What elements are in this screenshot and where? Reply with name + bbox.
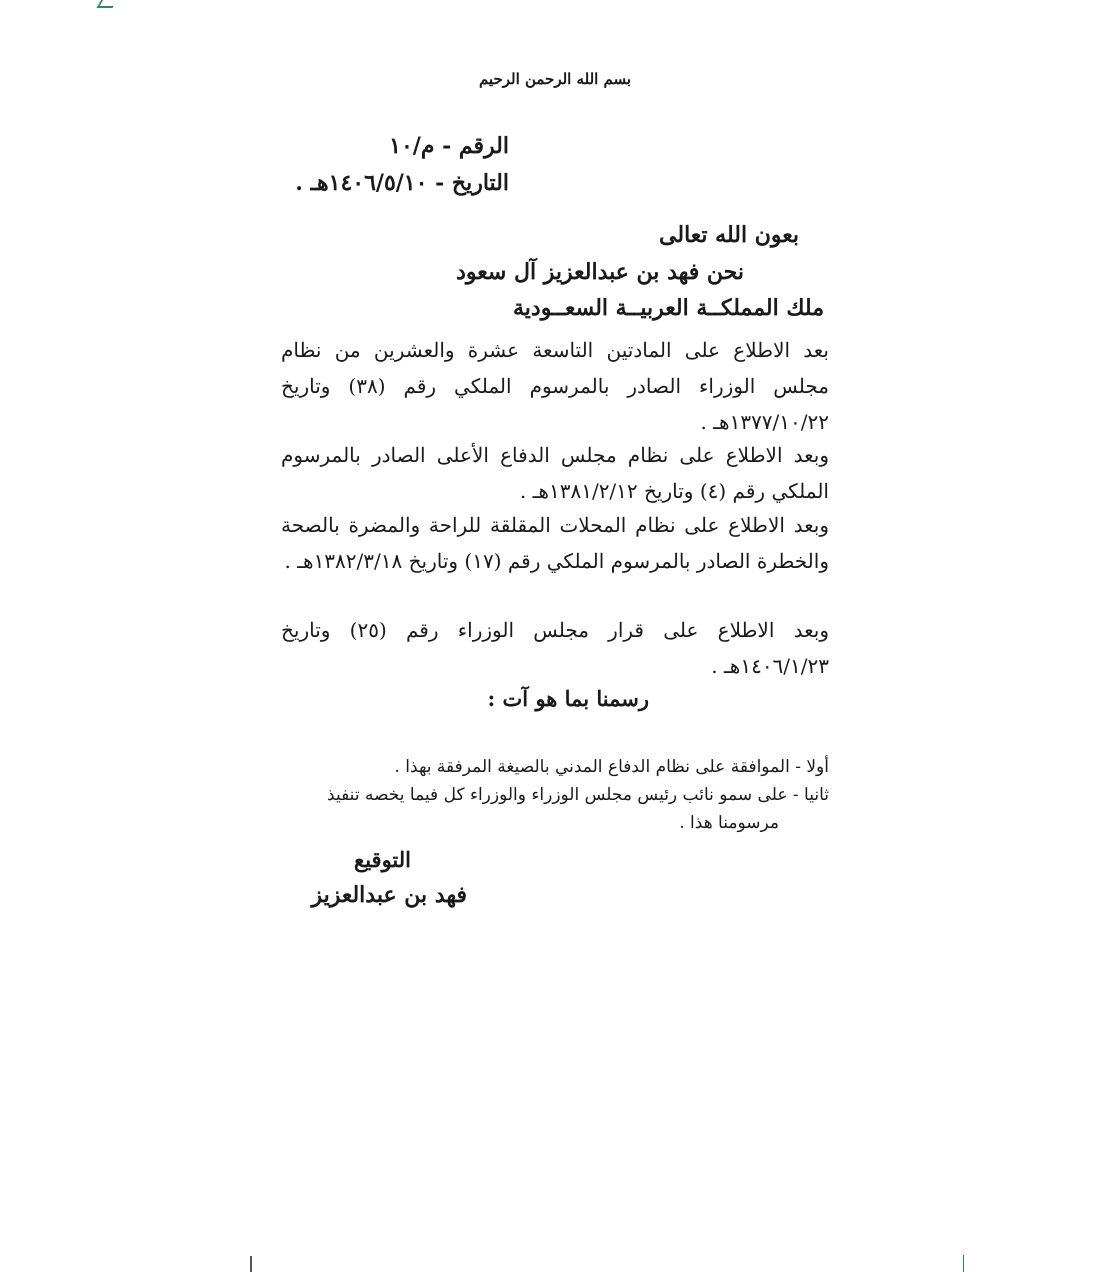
decree-items <box>279 753 829 837</box>
preamble-paragraph: بعد الاطلاع على المادتين التاسعة عشرة والعشرين من نظام مجلس الوزراء الصادر بالمرسوم الملكي رقم (٣٨) وتاريخ ١٣٧٧/١٠/٢٢هـ . <box>281 338 829 434</box>
preamble-paragraph: وبعد الاطلاع على قرار مجلس الوزراء رقم (٢٥) وتاريخ ١٤٠٦/١/٢٣هـ . <box>281 618 829 678</box>
scan-mark <box>250 1256 252 1272</box>
basmala: بسم الله الرحمن الرحيم <box>478 70 632 88</box>
signature-name: فهد بن عبدالعزيز <box>311 882 467 908</box>
reference-date: التاريخ - ١٤٠٦/٥/١٠هـ . <box>295 170 509 196</box>
decree-item-second: ثانيا - على سمو نائب رئيس مجلس الوزراء والوزراء كل فيما يخصه تنفيذ <box>327 785 829 805</box>
issuer-name: نحن فهد بن عبدالعزيز آل سعود <box>456 259 744 285</box>
decree-intro: رسمنا بما هو آت : <box>487 686 649 711</box>
decree-item-second-continuation: مرسومنا هذا . <box>679 813 779 833</box>
corner-mark <box>97 0 120 8</box>
scan-mark <box>963 1255 964 1272</box>
preamble-paragraph: وبعد الاطلاع على نظام المحلات المقلقة للراحة والمضرة بالصحة والخطرة الصادر بالمرسوم الملكي رقم (١٧) وتاريخ ١٣٨٢/٣/١٨هـ . <box>281 513 829 573</box>
signature-title: التوقيع <box>354 847 411 872</box>
reference-number: الرقم - م/١٠ <box>389 133 509 159</box>
decree-item-first: أولا - الموافقة على نظام الدفاع المدني بالصيغة المرفقة بهذا . <box>394 757 829 777</box>
invocation: بعون الله تعالى <box>659 222 799 248</box>
preamble-paragraph: وبعد الاطلاع على نظام مجلس الدفاع الأعلى الصادر بالمرسوم الملكي رقم (٤) وتاريخ ١٣٨١/٢/١٢هـ . <box>281 443 829 503</box>
issuer-title: ملك المملكــة العربيــة السعــودية <box>513 295 824 321</box>
